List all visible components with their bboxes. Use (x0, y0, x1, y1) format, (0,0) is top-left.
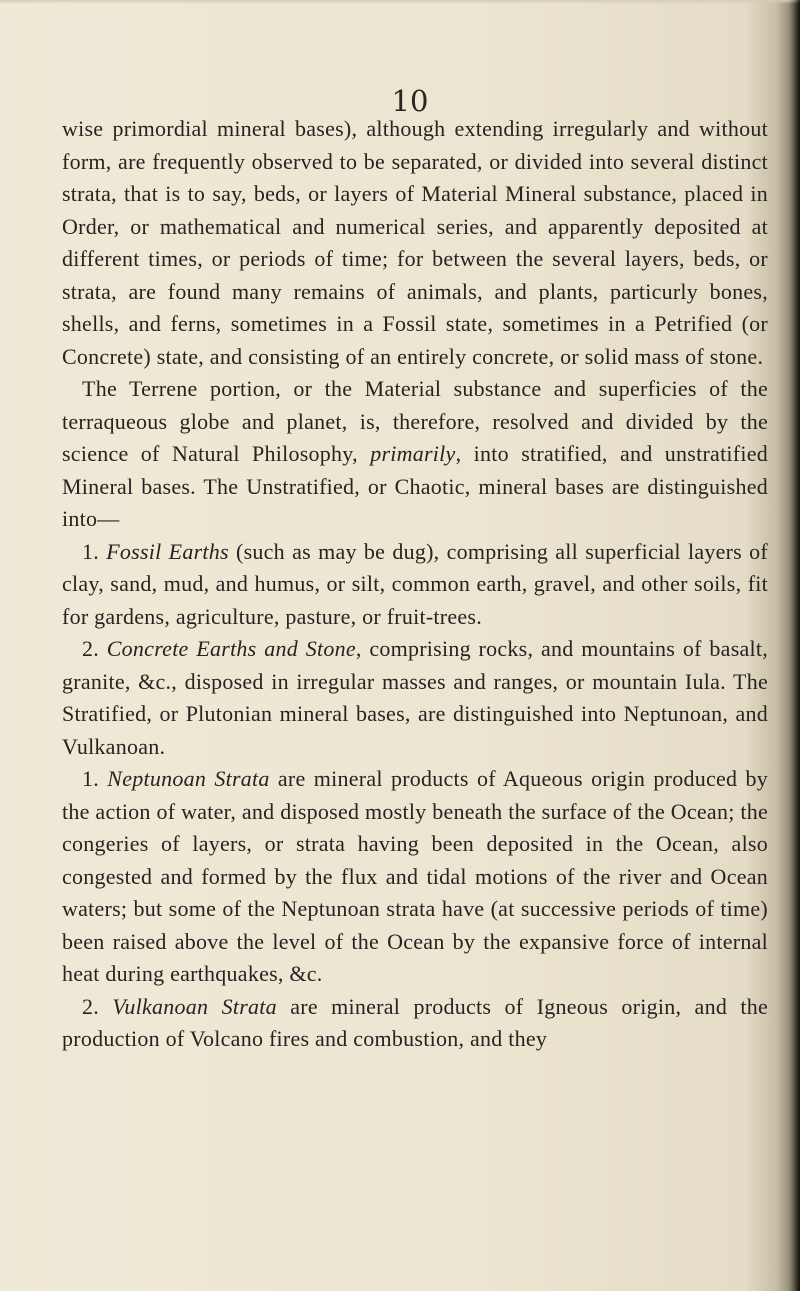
italic-term: Neptunoan Strata (107, 766, 270, 791)
italic-term: Fossil Earths (106, 538, 229, 564)
text-run: , comprising rocks, and mountains of basalt, granite, &c., disposed in irregular masses and ranges, or mountain Iula. The Stratified, or Plutonian mineral bases, are distinguished into Neptunoan, and Vulkanoan. (62, 636, 768, 759)
list-number: 2. (82, 993, 113, 1019)
text-run: , into stratified, and unstratified Mineral bases. The Unstratified, or Chaotic, mineral bases are distinguished into— (62, 441, 768, 531)
italic-term: Vulkanoan Strata (112, 993, 277, 1019)
paragraph (62, 763, 768, 991)
text-run: are mineral products of Aqueous origin produced by the action of water, and disposed mostly beneath the surface of the Ocean; the congeries of layers, or strata having been deposited in the Ocean, also congested and formed by the flux and tidal motions of the river and Ocean waters; but some of the Neptunoan strata have (at successive periods of time) been raised above the level of the Ocean by the expansive force of internal heat during earthquakes, &c. (62, 766, 769, 986)
text-run: (such as may be dug), comprising all superficial layers of clay, sand, mud, and humus, or silt, common earth, gravel, and other soils, fit for gardens, agriculture, pasture, or fruit-trees. (62, 538, 768, 629)
text-run: wise primordial mineral bases), although extending irregularly and without form, are frequently observed to be separated, or divided into several distinct strata, that is to say, beds, or layers of Material Mineral substance, placed in Order, or mathematical and numerical series, and apparently deposited at different times, or periods of time; for between the several layers, beds, or strata, are found many remains of animals, and plants, particurly bones, shells, and ferns, sometimes in a Fossil state, sometimes in a Petrified (or Concrete) state, and consisting of an entirely concrete, or solid mass of stone. (62, 116, 768, 369)
page-top-edge (0, 0, 800, 4)
paragraph (62, 536, 768, 634)
list-number: 1. (82, 538, 107, 564)
paragraph (62, 113, 768, 373)
italic-term: primarily (370, 441, 456, 466)
text-run: are mineral products of Igneous origin, and the production of Volcano fires and combustion, and they (62, 993, 769, 1051)
paragraph (62, 633, 768, 763)
list-number: 1. (82, 766, 108, 791)
list-number: 2. (82, 636, 107, 661)
body-text (62, 113, 768, 1056)
page-number: 10 (391, 84, 429, 118)
text-run: The Terrene portion, or the Material substance and superficies of the terraqueous globe and planet, is, therefore, resolved and divided by the science of Natural Philosophy, (62, 376, 768, 466)
italic-term: Concrete Earths and Stone (106, 636, 356, 661)
paragraph (62, 991, 768, 1056)
paragraph (62, 373, 768, 536)
binding-shadow (788, 0, 800, 1291)
